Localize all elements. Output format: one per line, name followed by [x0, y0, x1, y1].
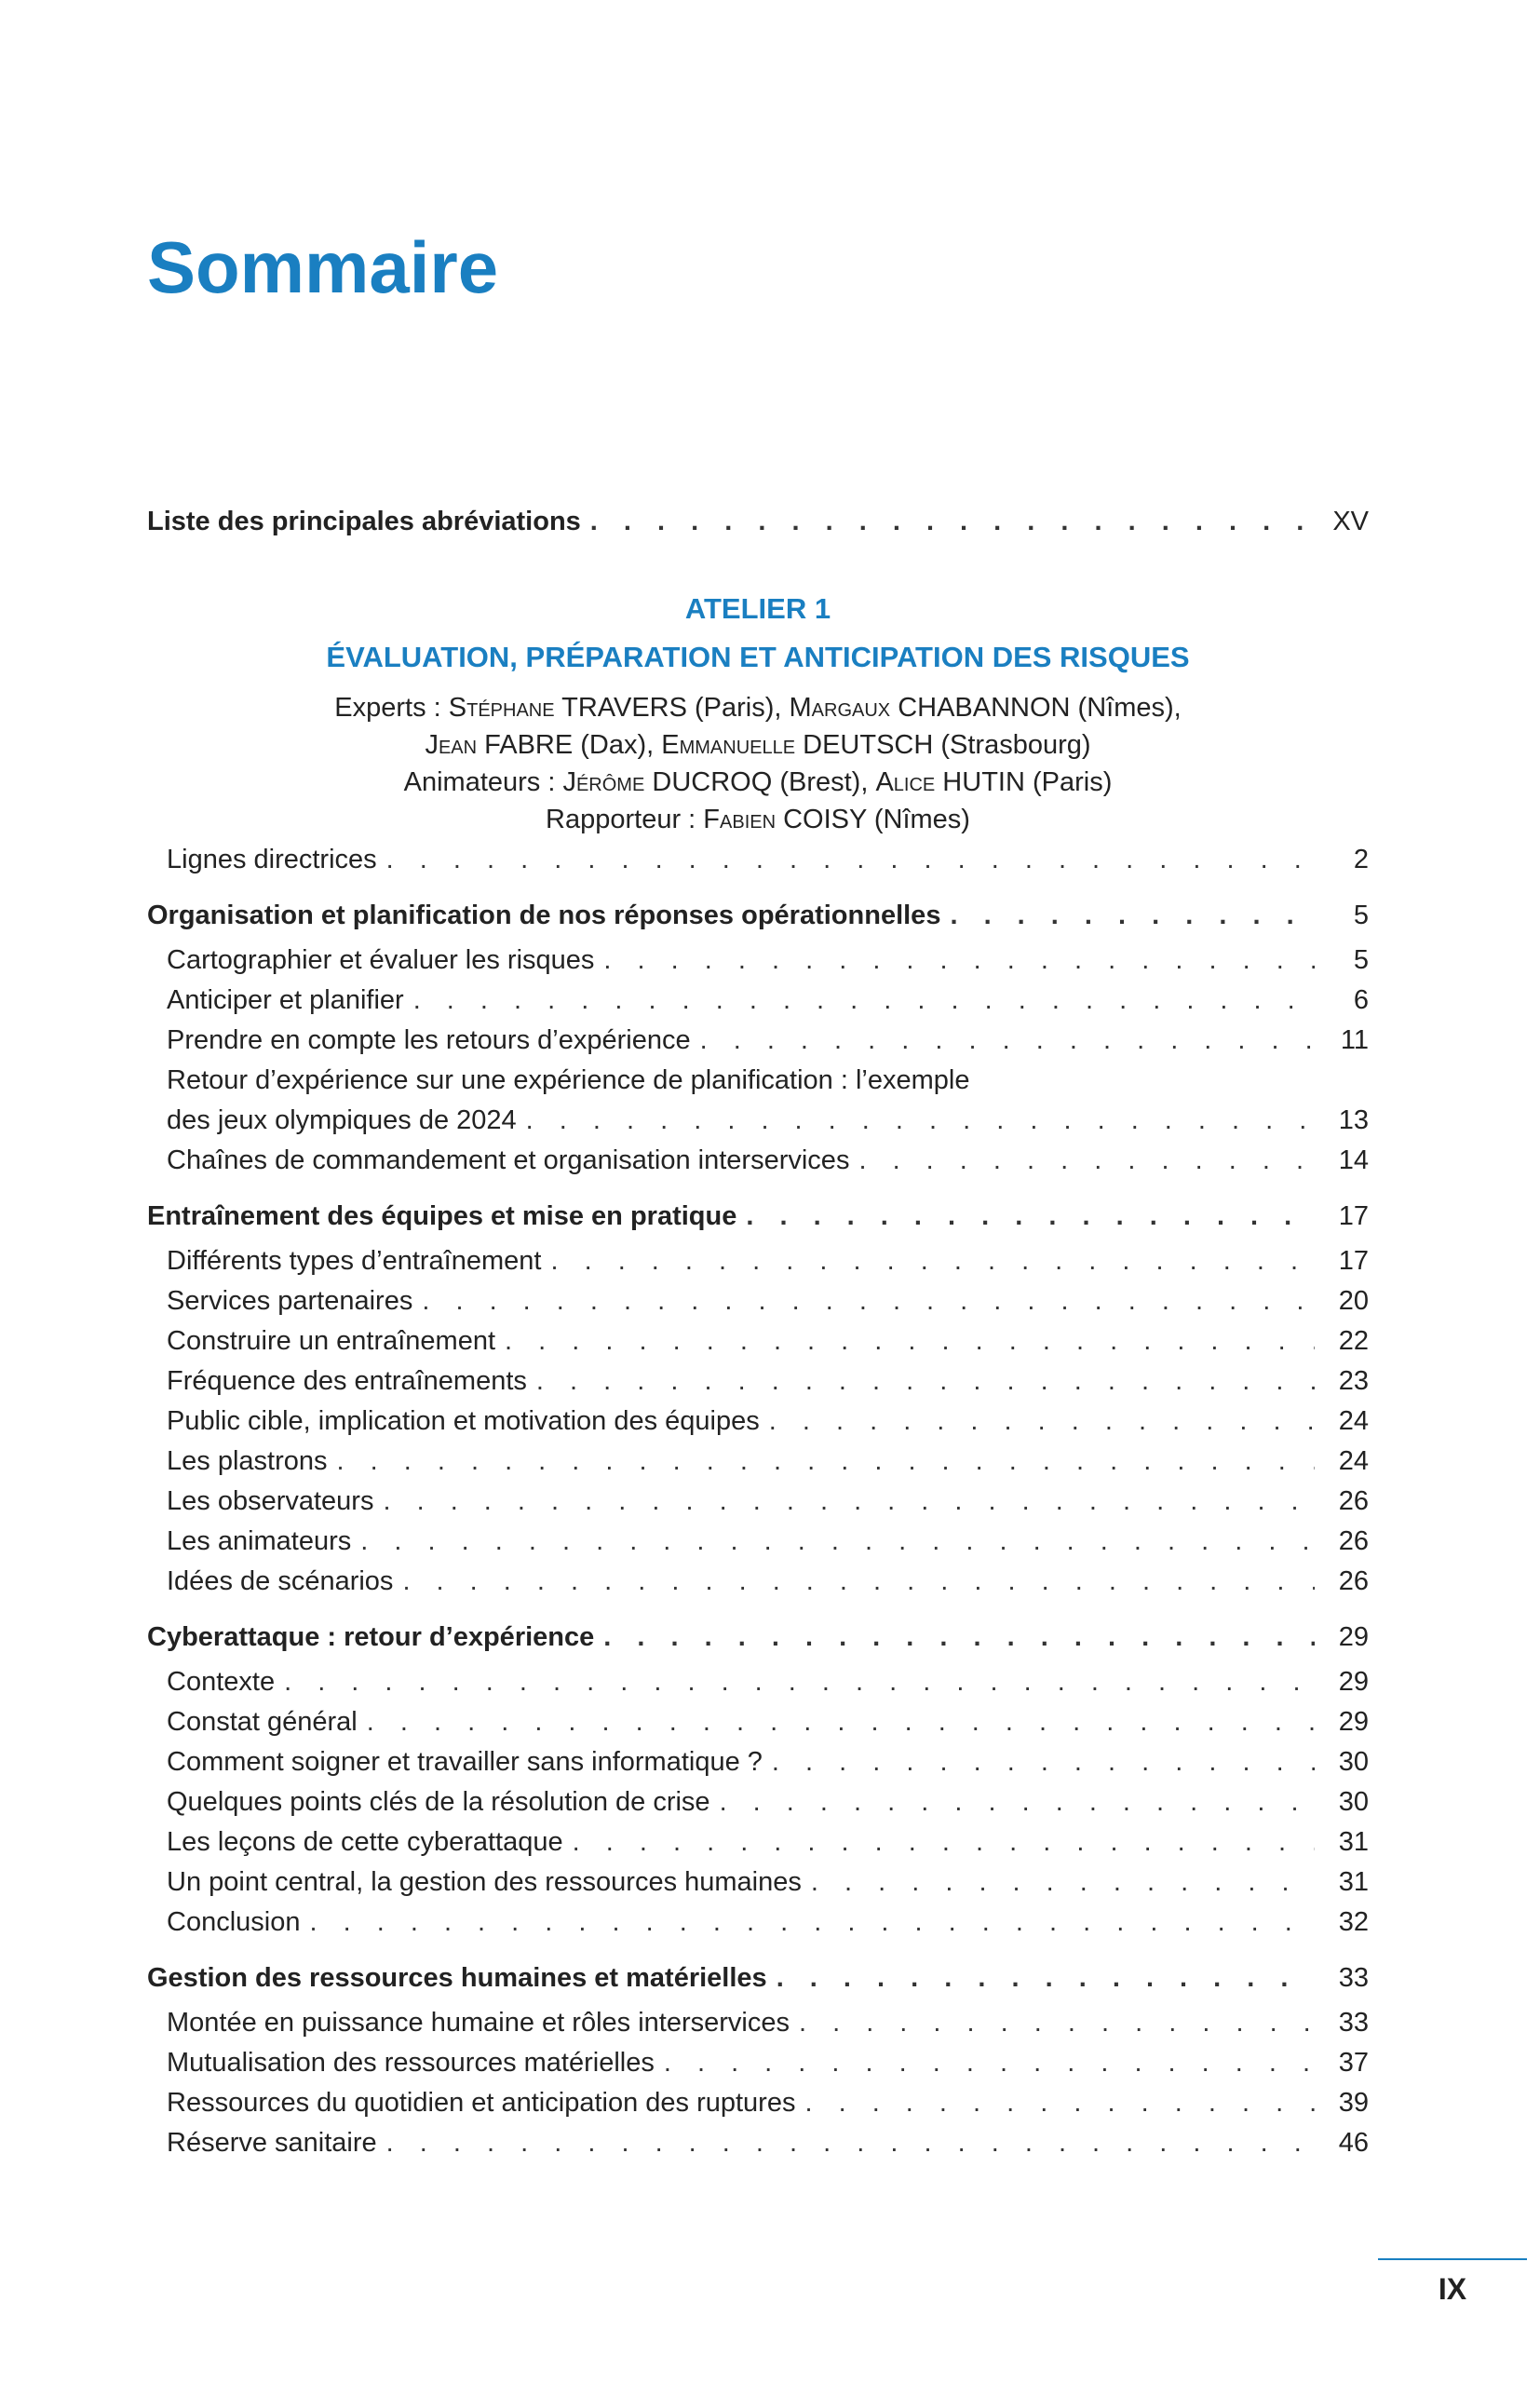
leader-dots	[422, 1282, 1315, 1320]
leader-dots	[402, 1563, 1315, 1600]
toc-entry-label-continued: des jeux olympiques de 2024	[167, 1105, 517, 1135]
toc-entry-label: Cartographier et évaluer les risques	[167, 945, 595, 975]
folio-rule	[1378, 2258, 1527, 2260]
toc-entry[interactable]	[167, 2044, 1369, 2081]
toc-entry-label: Quelques points clés de la résolution de crise	[167, 1787, 710, 1817]
toc-section[interactable]	[147, 1619, 1369, 1656]
toc-entry-page: 30	[1338, 1787, 1369, 1817]
toc-entry-page: 20	[1338, 1286, 1369, 1316]
toc-entry-label: Retour d’expérience sur une expérience de planification : l’exemple	[167, 1065, 970, 1095]
toc-entry-page: 5	[1353, 901, 1369, 930]
leader-dots	[590, 503, 1315, 540]
toc-entry-label: Les animateurs	[167, 1526, 352, 1556]
toc-entry-page: 23	[1338, 1366, 1369, 1396]
toc-entry-label: Anticiper et planifier	[167, 985, 404, 1015]
toc-entry-page: 5	[1353, 945, 1369, 975]
toc-entry-page: 24	[1338, 1446, 1369, 1476]
animateur-first-name: Alice	[875, 767, 936, 797]
toc-entry[interactable]	[167, 1903, 1369, 1941]
toc-entry-label: Constat général	[167, 1707, 358, 1737]
animateurs-label: Animateurs :	[403, 767, 563, 797]
toc-entry-page: 39	[1338, 2088, 1369, 2118]
leader-dots	[360, 1523, 1315, 1560]
leader-dots	[526, 1102, 1315, 1139]
leader-dots	[603, 941, 1315, 979]
toc-entry[interactable]	[167, 1483, 1369, 1520]
toc-entry-page: 37	[1338, 2048, 1369, 2078]
toc-entry[interactable]	[167, 1523, 1369, 1560]
leader-dots	[804, 2084, 1315, 2121]
toc-entry[interactable]	[167, 1402, 1369, 1440]
rapporteur-first-name: Fabien	[703, 805, 777, 834]
toc-entry-page: 24	[1338, 1406, 1369, 1436]
expert-name: DEUTSCH (Strasbourg)	[795, 730, 1091, 760]
atelier-number: ATELIER 1	[684, 592, 831, 625]
toc-section-label: Organisation et planification de nos réponses opérationnelles	[147, 901, 941, 930]
leader-dots	[700, 1022, 1315, 1059]
leader-dots	[383, 1483, 1315, 1520]
toc-entry-page: 33	[1338, 1963, 1369, 1993]
toc-entry-page: 13	[1338, 1105, 1369, 1135]
leader-dots	[746, 1198, 1315, 1235]
toc-entry[interactable]	[167, 982, 1369, 1019]
leader-dots	[309, 1903, 1315, 1941]
experts-line-1	[147, 689, 1369, 726]
toc-entry-page: 46	[1338, 2128, 1369, 2158]
animateurs-line	[147, 764, 1369, 801]
toc-section[interactable]	[147, 897, 1369, 934]
experts-label: Experts :	[334, 693, 449, 723]
leader-dots	[858, 1142, 1315, 1179]
toc-entry-label: Un point central, la gestion des ressources humaines	[167, 1867, 802, 1897]
toc-entry-label: Conclusion	[167, 1907, 301, 1937]
leader-dots	[386, 2124, 1315, 2161]
leader-dots	[664, 2044, 1315, 2081]
toc-entry-label: Les plastrons	[167, 1446, 328, 1476]
toc-entry-label: Liste des principales abréviations	[147, 507, 581, 536]
expert-first-name: Emmanuelle	[661, 730, 796, 760]
toc-entry-label: Contexte	[167, 1667, 276, 1697]
toc-entry-page: 14	[1338, 1145, 1369, 1175]
toc-entry[interactable]	[167, 1443, 1369, 1480]
toc-section[interactable]	[147, 1959, 1369, 1997]
rapporteur-line	[147, 801, 1369, 838]
animateur-name: DUCROQ (Brest),	[644, 767, 876, 797]
expert-name: FABRE (Dax),	[477, 730, 662, 760]
toc-entry-label: Lignes directrices	[167, 845, 377, 874]
toc-entry-page: 17	[1338, 1201, 1369, 1231]
toc-entry-label: Réserve sanitaire	[167, 2128, 377, 2158]
toc-entry[interactable]	[167, 1783, 1369, 1821]
toc-section[interactable]	[147, 1198, 1369, 1235]
toc-entry[interactable]	[167, 941, 1369, 979]
leader-dots	[769, 1402, 1315, 1440]
leader-dots	[284, 1663, 1315, 1700]
expert-first-name: Jean	[425, 730, 478, 760]
rapporteur-label: Rapporteur :	[546, 805, 704, 834]
toc-entry[interactable]	[167, 1863, 1369, 1901]
toc-entry-page: 29	[1338, 1622, 1369, 1652]
toc-entry-label: Comment soigner et travailler sans informatique ?	[167, 1747, 763, 1777]
leader-dots	[811, 1863, 1315, 1901]
toc-section-label: Cyberattaque : retour d’expérience	[147, 1622, 595, 1652]
page-number: IX	[1438, 2272, 1467, 2306]
toc-entry-label: Montée en puissance humaine et rôles interservices	[167, 2008, 790, 2038]
toc-entry-page: 33	[1338, 2008, 1369, 2038]
toc-entry-label: Construire un entraînement	[167, 1326, 496, 1356]
leader-dots	[413, 982, 1315, 1019]
expert-name: TRAVERS (Paris),	[554, 693, 790, 723]
toc-entry-line-2[interactable]	[167, 1102, 1369, 1139]
toc-entry-page: 26	[1338, 1566, 1369, 1596]
toc-entry[interactable]	[167, 1563, 1369, 1600]
toc-entry[interactable]	[167, 1142, 1369, 1179]
toc-entry[interactable]	[167, 1663, 1369, 1700]
toc-entry-page: 32	[1338, 1907, 1369, 1937]
leader-dots	[603, 1619, 1315, 1656]
leader-dots	[536, 1362, 1315, 1400]
leader-dots	[950, 897, 1315, 934]
expert-first-name: Margaux	[789, 693, 891, 723]
toc-entry-page: 2	[1353, 845, 1369, 874]
leader-dots	[772, 1743, 1315, 1781]
toc-entry-line-1[interactable]	[167, 1062, 1369, 1099]
toc-entry-label: Fréquence des entraînements	[167, 1366, 527, 1396]
leader-dots	[505, 1322, 1315, 1360]
toc-entry[interactable]	[167, 1743, 1369, 1781]
toc-entry-label: Services partenaires	[167, 1286, 413, 1316]
leader-dots	[720, 1783, 1315, 1821]
toc-entry-label: Idées de scénarios	[167, 1566, 394, 1596]
toc-entry[interactable]	[167, 1282, 1369, 1320]
toc-entry-page: 11	[1340, 1025, 1369, 1055]
leader-dots	[799, 2004, 1315, 2041]
toc-entry-label: Chaînes de commandement et organisation interservices	[167, 1145, 850, 1175]
toc-entry[interactable]	[167, 2124, 1369, 2161]
toc-entry-label: Ressources du quotidien et anticipation des ruptures	[167, 2088, 796, 2118]
toc-entry-page: 6	[1353, 985, 1369, 1015]
expert-first-name: Stéphane	[448, 693, 555, 723]
toc-entry[interactable]	[167, 1022, 1369, 1059]
toc-entry-page: 22	[1338, 1326, 1369, 1356]
toc-entry[interactable]	[167, 1703, 1369, 1741]
leader-dots	[367, 1703, 1315, 1741]
toc-section-label: Entraînement des équipes et mise en pratique	[147, 1201, 737, 1231]
toc-section-label: Gestion des ressources humaines et matérielles	[147, 1963, 767, 1993]
toc-entry-page: 30	[1338, 1747, 1369, 1777]
toc-entry-label: Les observateurs	[167, 1486, 374, 1516]
leader-dots	[777, 1959, 1315, 1997]
leader-dots	[386, 841, 1315, 878]
toc-entry-page: 29	[1338, 1667, 1369, 1697]
rapporteur-name: COISY (Nîmes)	[776, 805, 970, 834]
leader-dots	[550, 1242, 1315, 1280]
toc-entry[interactable]	[167, 2084, 1369, 2121]
animateur-first-name: Jérôme	[562, 767, 645, 797]
leader-dots	[573, 1823, 1315, 1861]
toc-entry[interactable]	[167, 1242, 1369, 1280]
toc-entry-page: 31	[1338, 1827, 1369, 1857]
toc-entry[interactable]	[167, 1362, 1369, 1400]
toc-entry-label: Différents types d’entraînement	[167, 1246, 542, 1276]
toc-entry-page: 26	[1338, 1486, 1369, 1516]
leader-dots	[337, 1443, 1316, 1480]
expert-name: CHABANNON (Nîmes),	[890, 693, 1182, 723]
toc-entry-label: Mutualisation des ressources matérielles	[167, 2048, 655, 2078]
page-title: Sommaire	[147, 226, 499, 308]
toc-entry-page: 26	[1338, 1526, 1369, 1556]
toc-entry-label: Public cible, implication et motivation des équipes	[167, 1406, 760, 1436]
atelier-title: ÉVALUATION, PRÉPARATION ET ANTICIPATION DES RISQUES	[326, 641, 1190, 673]
toc-entry[interactable]	[167, 841, 1369, 878]
toc-entry-label: Les leçons de cette cyberattaque	[167, 1827, 563, 1857]
toc-entry[interactable]	[167, 1322, 1369, 1360]
toc-entry-label: Prendre en compte les retours d’expérience	[167, 1025, 691, 1055]
toc-entry-page: 31	[1338, 1867, 1369, 1897]
toc-entry-page: XV	[1332, 507, 1369, 536]
toc-entry-page: 29	[1338, 1707, 1369, 1737]
toc-entry-abbreviations[interactable]	[147, 503, 1369, 540]
toc-entry-page: 17	[1338, 1246, 1369, 1276]
toc-entry[interactable]	[167, 1823, 1369, 1861]
toc-entry[interactable]	[167, 2004, 1369, 2041]
animateur-name: HUTIN (Paris)	[935, 767, 1113, 797]
experts-line-2	[147, 726, 1369, 764]
